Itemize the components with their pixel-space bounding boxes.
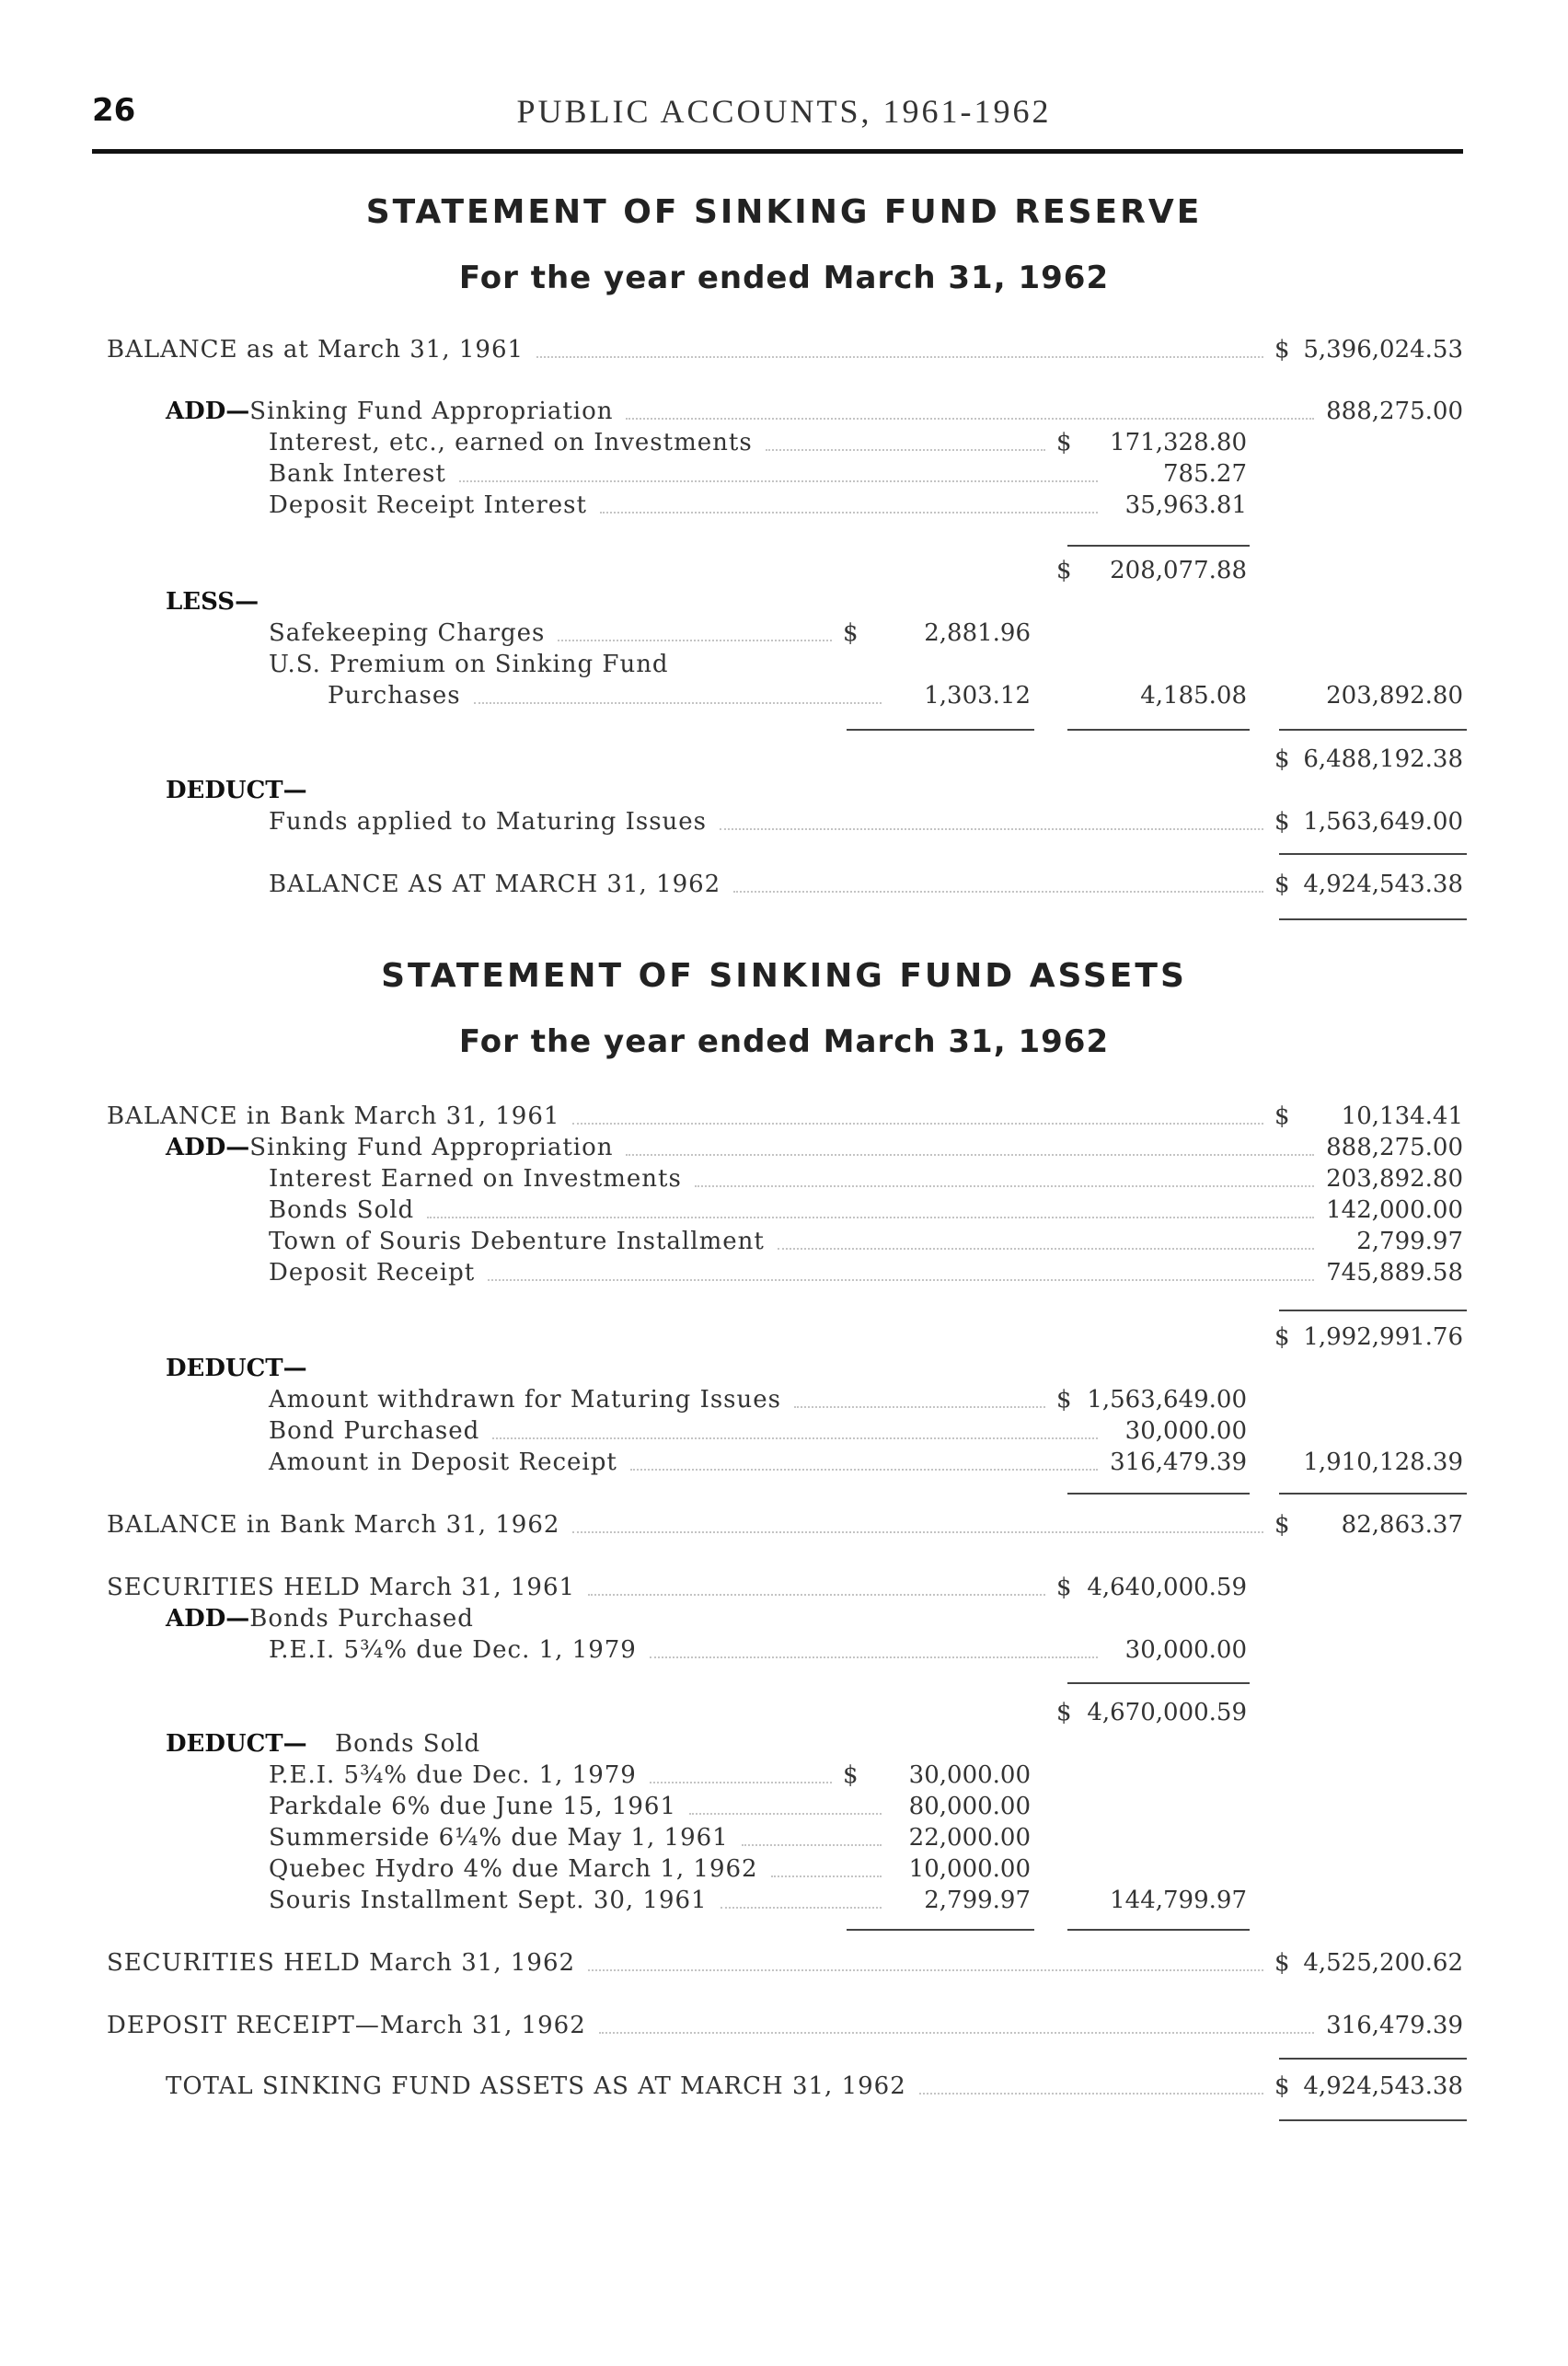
amount-col1: 2,881.96	[924, 619, 1031, 647]
currency-sign: $	[1274, 1511, 1290, 1539]
line-item-label: Souris Installment Sept. 30, 1961	[269, 1887, 708, 1914]
currency-sign: $	[1274, 1949, 1290, 1977]
dot-leader	[600, 512, 1098, 514]
line-item-label: Bank Interest	[269, 460, 446, 488]
currency-sign: $	[1274, 745, 1290, 773]
amount-col3: 6,488,192.38	[1303, 745, 1463, 773]
currency-sign: $	[1056, 1574, 1072, 1601]
dot-leader	[742, 1844, 882, 1846]
amount-col1: 22,000.00	[908, 1824, 1031, 1852]
reserve-row	[0, 680, 1568, 711]
reserve-subtitle: For the year ended March 31, 1962	[458, 260, 1110, 296]
assets-row	[0, 1321, 1568, 1353]
assets-row	[0, 1132, 1568, 1163]
line-item-label: Summerside 6¼% due May 1, 1961	[269, 1824, 729, 1852]
assets-row	[0, 1760, 1568, 1791]
assets-row	[0, 1603, 1568, 1634]
assets-row	[0, 1257, 1568, 1288]
line-item-label: DEPOSIT RECEIPT—March 31, 1962	[107, 2012, 586, 2039]
line-item-label: SECURITIES HELD March 31, 1962	[107, 1949, 576, 1977]
dot-leader	[695, 1185, 1314, 1187]
total-rule	[1067, 729, 1250, 731]
reserve-row	[0, 586, 1568, 617]
section-heading: DEDUCT—	[166, 1730, 307, 1758]
line-item-label: Amount in Deposit Receipt	[269, 1448, 617, 1476]
reserve-row	[0, 458, 1568, 490]
dot-leader	[474, 702, 882, 704]
dot-leader	[488, 1279, 1314, 1281]
line-item-label: Funds applied to Maturing Issues	[269, 808, 708, 836]
total-rule	[1067, 545, 1250, 547]
total-rule	[847, 1929, 1034, 1931]
assets-row	[0, 1195, 1568, 1226]
amount-col1: 1,303.12	[924, 682, 1031, 710]
line-item-label: Interest, etc., earned on Investments	[269, 429, 753, 456]
amount-col3: 745,889.58	[1326, 1259, 1463, 1287]
dot-leader	[626, 418, 1314, 420]
dot-leader	[626, 1154, 1314, 1156]
assets-row	[0, 1384, 1568, 1415]
total-rule	[1279, 2058, 1467, 2060]
amount-col3: 203,892.80	[1326, 1165, 1463, 1193]
amount-col2: 35,963.81	[1124, 491, 1247, 519]
dot-leader	[630, 1469, 1098, 1471]
amount-col3: 4,924,543.38	[1303, 2072, 1463, 2100]
amount-col3: 1,563,649.00	[1303, 808, 1463, 836]
amount-col3: 888,275.00	[1326, 1134, 1463, 1161]
currency-sign: $	[843, 619, 859, 647]
dot-leader	[733, 891, 1263, 893]
line-item-label: Purchases	[328, 682, 461, 710]
amount-col2: 4,640,000.59	[1087, 1574, 1247, 1601]
amount-col3: 4,525,200.62	[1303, 1949, 1463, 1977]
currency-sign: $	[1274, 2072, 1290, 2100]
line-item-label: BALANCE in Bank March 31, 1962	[107, 1511, 560, 1539]
assets-row	[0, 1728, 1568, 1760]
add-prefix: ADD—	[166, 398, 250, 425]
total-rule	[1279, 729, 1467, 731]
line-item-label: Bonds Sold	[335, 1730, 481, 1758]
currency-sign: $	[1274, 1323, 1290, 1351]
dot-leader	[794, 1406, 1045, 1408]
reserve-row	[0, 427, 1568, 458]
amount-col3: 5,396,024.53	[1303, 336, 1463, 364]
line-item-label: BALANCE AS AT MARCH 31, 1962	[269, 871, 721, 898]
reserve-row	[0, 334, 1568, 365]
line-item-label: BALANCE in Bank March 31, 1961	[107, 1102, 560, 1130]
amount-col3: 82,863.37	[1341, 1511, 1463, 1539]
amount-col3: 316,479.39	[1326, 2012, 1463, 2039]
dot-leader	[650, 1656, 1098, 1658]
total-rule	[1279, 1493, 1467, 1495]
dot-leader	[558, 640, 832, 641]
line-item-label: SECURITIES HELD March 31, 1961	[107, 1574, 576, 1601]
assets-row	[0, 1353, 1568, 1384]
line-item-label: Safekeeping Charges	[269, 619, 546, 647]
assets-title: STATEMENT OF SINKING FUND ASSETS	[381, 957, 1187, 995]
line-item-label: Amount withdrawn for Maturing Issues	[269, 1386, 782, 1414]
amount-col3: 4,924,543.38	[1303, 871, 1463, 898]
reserve-row	[0, 744, 1568, 775]
total-rule	[847, 729, 1034, 731]
assets-row	[0, 1415, 1568, 1447]
assets-row	[0, 1885, 1568, 1916]
total-rule	[1279, 1310, 1467, 1311]
section-heading: LESS—	[166, 588, 259, 616]
line-item-label: Parkdale 6% due June 15, 1961	[269, 1793, 677, 1820]
page-number: 26	[92, 92, 136, 129]
section-heading: DEDUCT—	[166, 777, 307, 804]
assets-row	[0, 1572, 1568, 1603]
running-title: PUBLIC ACCOUNTS, 1961-1962	[516, 93, 1052, 130]
amount-col2: 1,563,649.00	[1087, 1386, 1247, 1414]
amount-col1: 80,000.00	[908, 1793, 1031, 1820]
total-rule	[1067, 1682, 1250, 1684]
currency-sign: $	[1056, 1699, 1072, 1726]
currency-sign: $	[1056, 1386, 1072, 1414]
assets-row	[0, 1163, 1568, 1195]
reserve-title: STATEMENT OF SINKING FUND RESERVE	[365, 193, 1203, 231]
assets-row	[0, 1947, 1568, 1979]
reserve-row	[0, 555, 1568, 586]
currency-sign: $	[843, 1761, 859, 1789]
dot-leader	[588, 1969, 1263, 1971]
line-item-label: Bonds Sold	[269, 1196, 415, 1224]
dot-leader	[919, 2093, 1263, 2095]
line-item-label: BALANCE as at March 31, 1961	[107, 336, 525, 364]
amount-col1: 30,000.00	[908, 1761, 1031, 1789]
currency-sign: $	[1274, 336, 1290, 364]
total-rule	[1067, 1929, 1250, 1931]
reserve-row	[0, 617, 1568, 649]
reserve-row	[0, 490, 1568, 521]
currency-sign: $	[1056, 429, 1072, 456]
line-item-label: Interest Earned on Investments	[269, 1165, 682, 1193]
amount-col2: 171,328.80	[1110, 429, 1247, 456]
amount-col2: 208,077.88	[1110, 557, 1247, 584]
amount-col2: 30,000.00	[1124, 1636, 1247, 1664]
dot-leader	[572, 1123, 1263, 1125]
total-rule	[1279, 2119, 1467, 2121]
line-item-label: Town of Souris Debenture Installment	[269, 1228, 765, 1255]
add-prefix: ADD—	[166, 1134, 250, 1161]
section-heading: DEDUCT—	[166, 1355, 307, 1382]
amount-col3: 10,134.41	[1341, 1102, 1463, 1130]
line-item-label: Sinking Fund Appropriation	[249, 1134, 614, 1161]
currency-sign: $	[1274, 808, 1290, 836]
assets-row	[0, 1822, 1568, 1853]
reserve-row	[0, 396, 1568, 427]
amount-col2: 316,479.39	[1110, 1448, 1247, 1476]
amount-col1: 2,799.97	[924, 1887, 1031, 1914]
dot-leader	[721, 1907, 882, 1909]
assets-row	[0, 1101, 1568, 1132]
reserve-row	[0, 806, 1568, 837]
line-item-label: P.E.I. 5¾% due Dec. 1, 1979	[269, 1636, 637, 1664]
assets-row	[0, 1634, 1568, 1666]
dot-leader	[599, 2032, 1314, 2034]
assets-row	[0, 1226, 1568, 1257]
amount-col1: 10,000.00	[908, 1855, 1031, 1883]
line-item-label: Quebec Hydro 4% due March 1, 1962	[269, 1855, 758, 1883]
amount-col2: 4,185.08	[1140, 682, 1247, 710]
dot-leader	[778, 1248, 1314, 1250]
dot-leader	[572, 1531, 1263, 1533]
assets-row	[0, 1791, 1568, 1822]
dot-leader	[720, 828, 1263, 830]
reserve-row	[0, 869, 1568, 900]
dot-leader	[588, 1594, 1045, 1596]
currency-sign: $	[1056, 557, 1072, 584]
amount-col2: 785.27	[1163, 460, 1247, 488]
amount-col3: 1,910,128.39	[1303, 1448, 1463, 1476]
amount-col2: 144,799.97	[1110, 1887, 1247, 1914]
line-item-label: Bonds Purchased	[249, 1605, 474, 1633]
line-item-label: Bond Purchased	[269, 1417, 480, 1445]
assets-subtitle: For the year ended March 31, 1962	[458, 1023, 1110, 1060]
currency-sign: $	[1274, 871, 1290, 898]
assets-row	[0, 2010, 1568, 2041]
assets-row	[0, 1853, 1568, 1885]
total-rule	[1279, 853, 1467, 855]
assets-row	[0, 2071, 1568, 2102]
line-item-label: U.S. Premium on Sinking Fund	[269, 651, 669, 678]
total-rule	[1279, 918, 1467, 920]
total-rule	[1067, 1493, 1250, 1495]
reserve-row	[0, 649, 1568, 680]
dot-leader	[771, 1875, 882, 1877]
line-item-label: Deposit Receipt	[269, 1259, 476, 1287]
dot-leader	[492, 1437, 1098, 1439]
dot-leader	[689, 1813, 882, 1815]
dot-leader	[536, 356, 1263, 358]
reserve-row	[0, 775, 1568, 806]
line-item-label: TOTAL SINKING FUND ASSETS AS AT MARCH 31, 1962	[166, 2072, 906, 2100]
amount-col2: 30,000.00	[1124, 1417, 1247, 1445]
line-item-label: Sinking Fund Appropriation	[249, 398, 614, 425]
amount-col3: 203,892.80	[1326, 682, 1463, 710]
assets-row	[0, 1509, 1568, 1541]
dot-leader	[650, 1782, 832, 1783]
amount-col2: 4,670,000.59	[1087, 1699, 1247, 1726]
assets-row	[0, 1447, 1568, 1478]
assets-row	[0, 1697, 1568, 1728]
dot-leader	[459, 480, 1098, 482]
header-rule	[92, 149, 1463, 154]
dot-leader	[766, 449, 1045, 451]
amount-col3: 888,275.00	[1326, 398, 1463, 425]
amount-col3: 2,799.97	[1356, 1228, 1463, 1255]
line-item-label: Deposit Receipt Interest	[269, 491, 587, 519]
amount-col3: 1,992,991.76	[1303, 1323, 1463, 1351]
line-item-label: P.E.I. 5¾% due Dec. 1, 1979	[269, 1761, 637, 1789]
add-prefix: ADD—	[166, 1605, 250, 1633]
amount-col3: 142,000.00	[1326, 1196, 1463, 1224]
dot-leader	[427, 1217, 1314, 1218]
currency-sign: $	[1274, 1102, 1290, 1130]
